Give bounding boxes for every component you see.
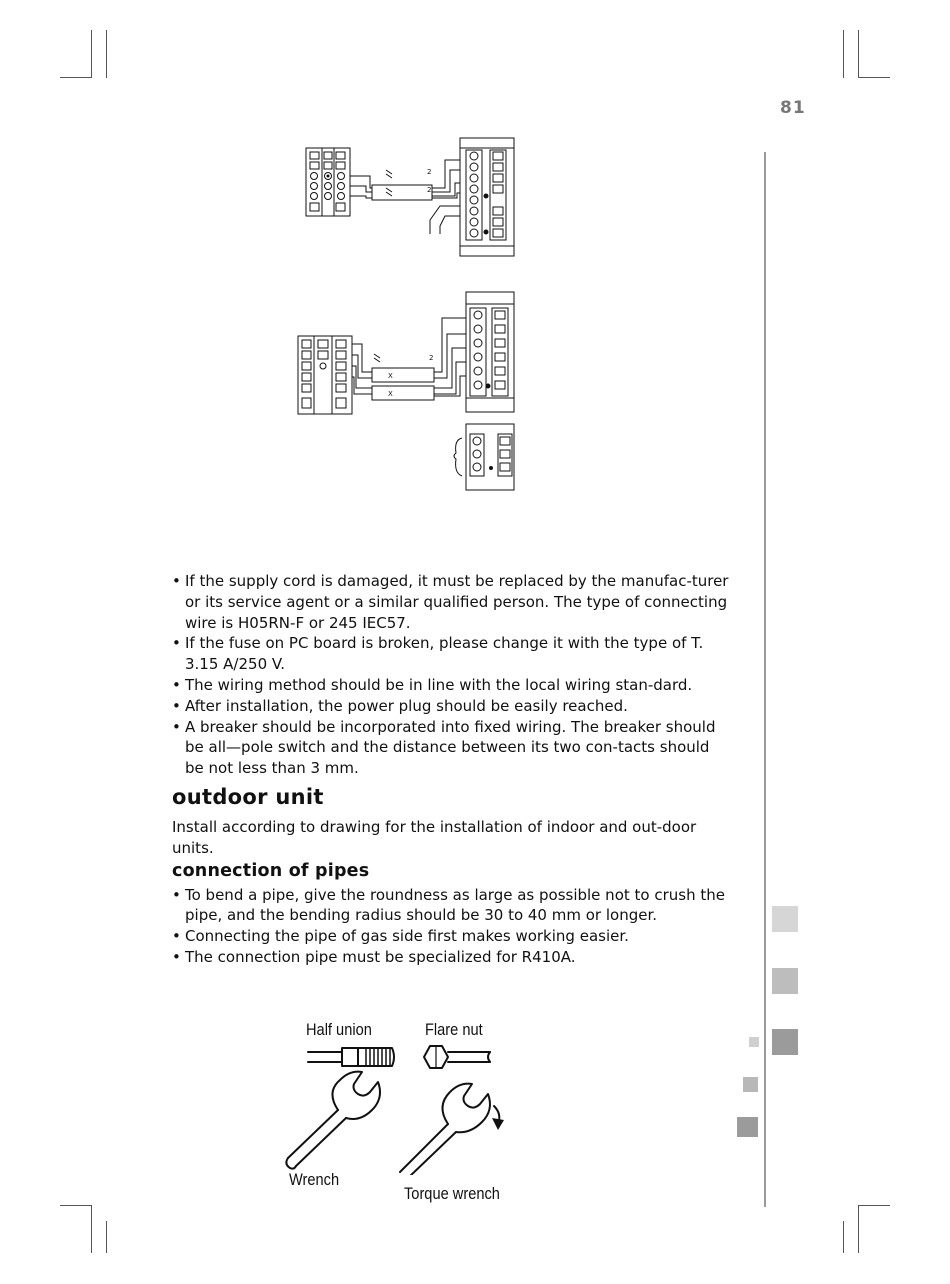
list-item: • To bend a pipe, give the roundness as large as possible not to crush the pipe, and the bending radius should be 30 to 40 mm or longer.	[172, 885, 732, 927]
section-marker-3	[737, 1117, 758, 1137]
list-item: • Connecting the pipe of gas side first makes working easier.	[172, 926, 732, 947]
outdoor-unit-text: Install according to drawing for the installation of indoor and out-door units.	[172, 817, 697, 857]
list-item: • The wiring method should be in line with the local wiring stan-dard.	[172, 675, 732, 696]
wiring-diagram-1	[300, 130, 520, 260]
sidebar-divider	[764, 152, 766, 1207]
diagram2-label-1: 2	[429, 354, 434, 362]
list-item: • The connection pipe must be specialized for R410A.	[172, 947, 732, 968]
section-tab-3	[772, 1029, 798, 1055]
list-item: • If the supply cord is damaged, it must be replaced by the manufac-turer or its service agent or a similar qualified person. The type of connecting wire is H05RN-F or 245 IEC57.	[172, 571, 732, 633]
diagram1-label-1: 2	[427, 168, 432, 176]
main-content	[172, 571, 732, 968]
diagram2-label-2: X	[388, 372, 393, 380]
section-tab-2	[772, 968, 798, 994]
electrical-notes-list	[172, 571, 732, 779]
diagram1-label-2: 2	[427, 186, 432, 194]
section-title-outdoor-unit: outdoor unit	[172, 784, 324, 809]
section-tab-1	[772, 906, 798, 932]
flare-nut-label: Flare nut	[425, 1020, 483, 1039]
section-marker-2	[743, 1077, 758, 1092]
section-marker-1	[749, 1037, 759, 1047]
list-item: • After installation, the power plug should be easily reached.	[172, 696, 732, 717]
subsection-title-connection-of-pipes: connection of pipes	[172, 860, 370, 881]
half-union-label: Half union	[306, 1020, 372, 1039]
page-number: 81	[780, 98, 806, 118]
list-item: • A breaker should be incorporated into fixed wiring. The breaker should be all—pole switch and the distance between its two con-tacts should be not less than 3 mm.	[172, 717, 732, 779]
wiring-diagram-2	[292, 288, 522, 498]
wrench-illustration	[280, 1040, 530, 1175]
list-item: • If the fuse on PC board is broken, please change it with the type of T. 3.15 A/250 V.	[172, 633, 732, 675]
torque-wrench-label: Torque wrench	[404, 1184, 500, 1203]
wrench-label: Wrench	[289, 1170, 340, 1189]
pipe-notes-list	[172, 885, 732, 968]
diagram2-label-3: X	[388, 390, 393, 398]
